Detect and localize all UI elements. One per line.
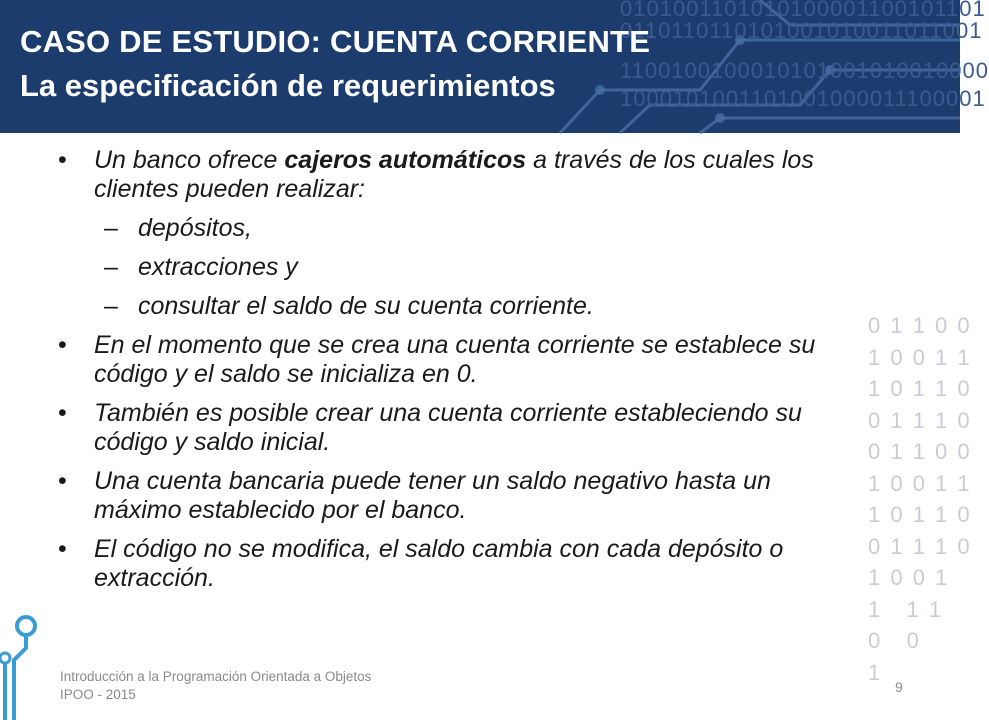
bullet-marker: • xyxy=(58,331,67,359)
title-banner xyxy=(0,0,989,133)
bullet-item xyxy=(58,535,858,593)
sub-bullet-item xyxy=(58,253,858,282)
dash-marker: – xyxy=(104,214,118,242)
binary-background-text: 0 1 1 0 0 1 0 0 1 1 1 0 1 1 0 0 1 1 1 0 0 1 1 0 0 1 0 0 1 1 1 0 1 1 0 0 1 1 1 0 1 0 0 1 1 1 1 0 0 1 xyxy=(868,313,972,685)
bullet-marker: • xyxy=(58,146,67,174)
dash-marker: – xyxy=(104,292,118,320)
bullet-text: También es posible crear una cuenta corriente estableciendo su código y saldo inicial. xyxy=(94,399,802,456)
bullet-text: a través de los cuales los clientes pueden realizar: xyxy=(94,146,814,203)
bullet-item xyxy=(58,331,858,389)
bullet-marker: • xyxy=(58,399,67,427)
bullet-item xyxy=(58,399,858,457)
bullet-item xyxy=(58,146,858,204)
footer-course-name: Introducción a la Programación Orientada a Objetos xyxy=(60,669,372,684)
sub-bullet-text: depósitos, xyxy=(138,214,252,242)
page-number: 9 xyxy=(895,679,903,695)
sub-bullet-text: consultar el saldo de su cuenta corriente. xyxy=(138,292,594,320)
circuit-line-icon xyxy=(0,600,60,720)
bullet-text: El código no se modifica, el saldo cambia con cada depósito o extracción. xyxy=(94,535,784,592)
bullet-text: Un banco ofrece xyxy=(94,146,285,174)
slide-title: CASO DE ESTUDIO: CUENTA CORRIENTE xyxy=(20,24,651,59)
bullet-marker: • xyxy=(58,535,67,563)
binary-text-row: 1100100100010101001010010000 xyxy=(620,58,989,83)
bullet-text: Una cuenta bancaria puede tener un saldo negativo hasta un máximo establecido por el banco. xyxy=(94,467,771,524)
sub-bullet-text: extracciones y xyxy=(138,253,298,281)
slide-subtitle: La especificación de requerimientos xyxy=(20,68,556,103)
footer-course-code: IPOO - 2015 xyxy=(60,687,136,702)
binary-text-row: 0110110110101001010011011001 xyxy=(620,18,983,43)
bullet-list xyxy=(58,146,858,593)
sub-bullet-item xyxy=(58,214,858,243)
bullet-bold-text: cajeros automáticos xyxy=(284,146,527,174)
dash-marker: – xyxy=(104,253,118,281)
footer xyxy=(60,668,371,704)
slide-content xyxy=(58,146,858,603)
bullet-text: En el momento que se crea una cuenta corriente se establece su código y el saldo se inicializa en 0. xyxy=(94,331,816,388)
sub-bullet-item xyxy=(58,292,858,321)
binary-text-row: 1000101001101001000011100001 xyxy=(620,86,986,111)
bullet-item xyxy=(58,467,858,525)
binary-text-row: 0101001101010100001100101101 xyxy=(620,0,986,21)
bullet-marker: • xyxy=(58,467,67,495)
